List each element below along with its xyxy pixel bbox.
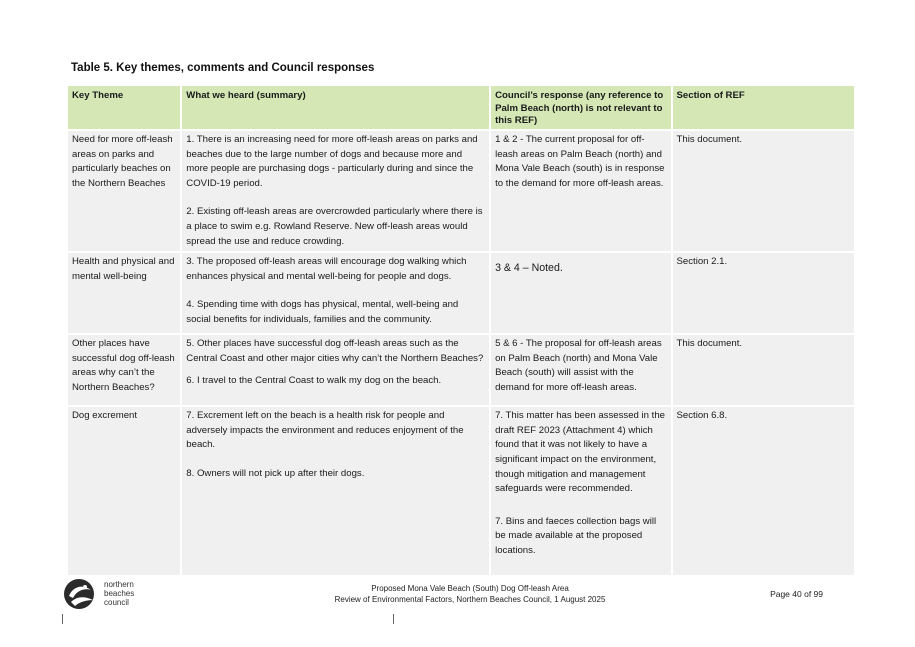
response-point: 7. Bins and faeces collection bags will be made available at the proposed locations. [495, 515, 657, 556]
heard-point: 5. Other places have successful dog off-leash areas such as the Central Coast and other major cities why can’t the Northern Beaches? [186, 338, 484, 364]
cell-section: Section 6.8. [673, 407, 854, 575]
council-logo-icon [61, 576, 101, 612]
logo-line: council [104, 598, 129, 607]
heard-point: 8. Owners will not pick up after their dogs. [186, 467, 365, 479]
header-what-we-heard: What we heard (summary) [182, 86, 489, 129]
heard-point: 3. The proposed off-leash areas will encourage dog walking which enhances physical and mental well-being for people and dogs. [186, 256, 467, 282]
logo-line: northern [104, 580, 134, 589]
table-header-row [68, 86, 854, 129]
cell-heard [182, 131, 489, 251]
heard-point: 1. There is an increasing need for more off-leash areas on parks and beaches due to the large number of dogs and because more and more people are purchasing dogs - particularly during and since the COVID-19 period. [186, 134, 478, 189]
heard-point: 2. Existing off-leash areas are overcrowded particularly where there is a place to swim e.g. Rowland Reserve. New off-leash areas would spread the use and reduce crowding. [186, 206, 483, 247]
table-row [68, 131, 854, 251]
cell-section: Section 2.1. [673, 253, 854, 333]
header-key-theme: Key Theme [68, 86, 180, 129]
cell-response: 1 & 2 - The current proposal for off-leash areas on Palm Beach (north) and Mona Vale Beach (south) is in response to the demand for more off-leash areas. [491, 131, 670, 251]
header-section-of-ref: Section of REF [673, 86, 854, 129]
header-council-response: Council’s response (any reference to Palm Beach (north) is not relevant to this REF) [491, 86, 670, 129]
cell-theme: Health and physical and mental well-being [68, 253, 180, 333]
cell-heard [182, 335, 489, 405]
cell-theme: Other places have successful dog off-leash areas why can’t the Northern Beaches? [68, 335, 180, 405]
logo-line: beaches [104, 589, 135, 598]
cell-section: This document. [673, 335, 854, 405]
table-caption: Table 5. Key themes, comments and Council responses [71, 62, 375, 74]
cell-response [491, 253, 670, 333]
page-number: Page 40 of 99 [770, 589, 823, 599]
table-row [68, 407, 854, 575]
cell-heard [182, 253, 489, 333]
cell-theme: Need for more off-leash areas on parks and particularly beaches on the Northern Beaches [68, 131, 180, 251]
heard-point: 7. Excrement left on the beach is a health risk for people and adversely impacts the environment and reduces enjoyment of the beach. [186, 410, 464, 451]
footer-document-title [300, 583, 640, 605]
cell-response: 5 & 6 - The proposal for off-leash areas on Palm Beach (north) and Mona Vale Beach (south) will assist with the demand for more off-leash areas. [491, 335, 670, 405]
footer-title-line: Review of Environmental Factors, Northern Beaches Council, 1 August 2025 [334, 595, 606, 604]
heard-point: 6. I travel to the Central Coast to walk my dog on the beach. [186, 375, 442, 387]
cell-section: This document. [673, 131, 854, 251]
footer-divider [62, 614, 63, 624]
cell-heard [182, 407, 489, 575]
footer-title-line: Proposed Mona Vale Beach (South) Dog Off-leash Area [371, 584, 569, 593]
key-themes-table [66, 84, 856, 577]
table-row [68, 335, 854, 405]
footer-divider [393, 614, 394, 624]
cell-response [491, 407, 670, 575]
heard-point: 4. Spending time with dogs has physical, mental, well-being and social benefits for individuals, families and the community. [186, 299, 459, 325]
table-row [68, 253, 854, 333]
response-point: 3 & 4 – Noted. [495, 262, 563, 275]
council-logo-wordmark [104, 580, 134, 607]
cell-theme: Dog excrement [68, 407, 180, 575]
response-point: 7. This matter has been assessed in the draft REF 2023 (Attachment 4) which found that it was not likely to have a significant impact on the environment, though mitigation and management safeguards were recommended. [495, 410, 666, 495]
